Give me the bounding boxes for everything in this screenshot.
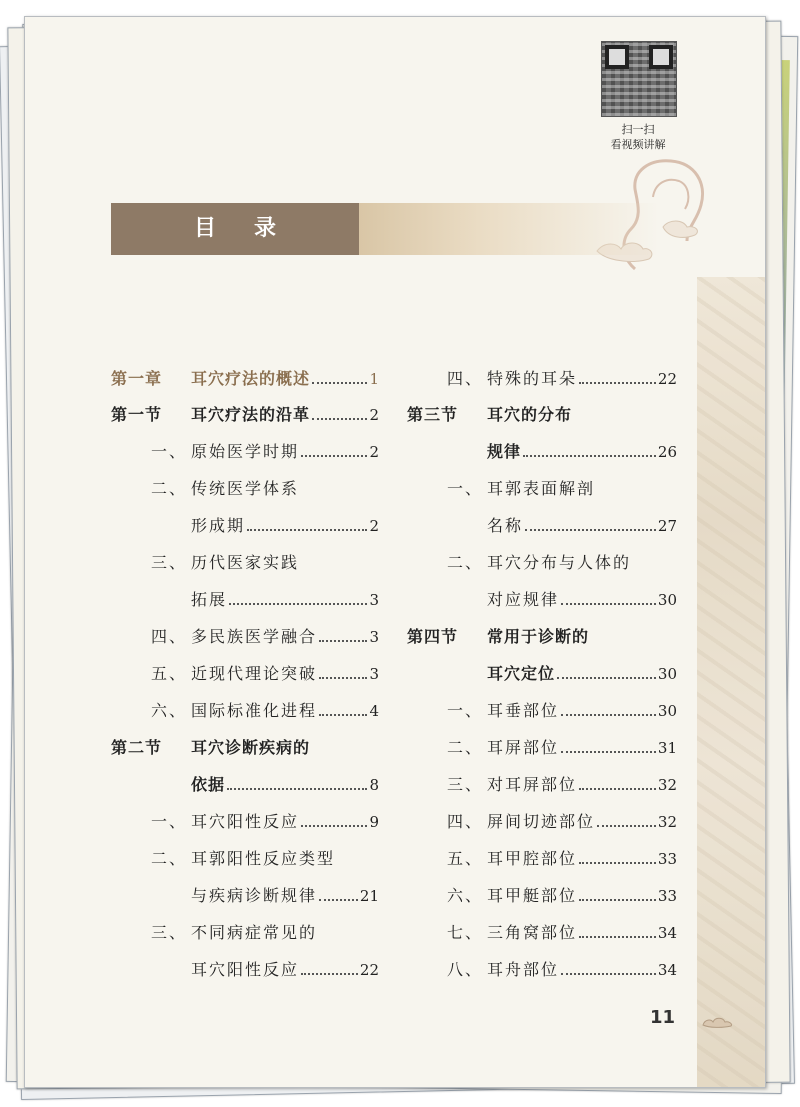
toc-page: 34	[657, 961, 677, 979]
toc-leader	[523, 455, 656, 457]
toc-title: 依据	[191, 775, 226, 794]
toc-page: 2	[369, 517, 379, 535]
toc-title[interactable]: 传统医学体系	[191, 479, 300, 498]
toc-title[interactable]: 常用于诊断的	[487, 627, 590, 646]
toc-item[interactable]	[487, 367, 677, 391]
toc-title: 三角窝部位	[487, 923, 578, 942]
toc-page: 3	[369, 591, 379, 609]
toc-title: 耳穴疗法的概述	[191, 369, 311, 388]
toc-item-number: 四、	[151, 627, 188, 646]
toc-item-number: 六、	[447, 886, 484, 905]
toc-item-number: 四、	[447, 369, 484, 388]
toc-leader	[319, 640, 367, 642]
toc-title: 屏间切迹部位	[487, 812, 596, 831]
toc-item-number: 一、	[151, 812, 188, 831]
toc-leader	[319, 714, 367, 716]
toc-title[interactable]: 耳穴诊断疾病的	[191, 738, 311, 757]
toc-page: 2	[369, 443, 379, 461]
toc-title: 耳舟部位	[487, 960, 560, 979]
toc-item-number: 一、	[447, 701, 484, 720]
toc-title: 耳穴阳性反应	[191, 960, 300, 979]
toc-page: 33	[657, 850, 677, 868]
toc-page: 1	[369, 370, 379, 388]
toc-leader	[319, 899, 358, 901]
toc-section[interactable]	[487, 440, 677, 464]
toc-page: 27	[657, 517, 677, 535]
toc-title: 名称	[487, 516, 524, 535]
toc-leader	[227, 788, 367, 790]
toc-page: 21	[359, 887, 379, 905]
toc-item[interactable]	[487, 514, 677, 538]
toc-item-number: 三、	[151, 923, 188, 942]
toc-title: 与疾病诊断规律	[191, 886, 318, 905]
toc-title: 对应规律	[487, 590, 560, 609]
qr-caption: 扫一扫	[621, 123, 655, 136]
toc-chapter[interactable]	[191, 367, 379, 391]
toc-leader	[579, 382, 656, 384]
toc-leader	[301, 455, 367, 457]
toc-item[interactable]	[487, 736, 677, 760]
toc-item[interactable]	[487, 588, 677, 612]
toc-item-number: 一、	[151, 442, 188, 461]
toc-page: 26	[657, 443, 677, 461]
toc-item-number: 八、	[447, 960, 484, 979]
toc-leader	[579, 862, 656, 864]
toc-page: 3	[369, 665, 379, 683]
toc-item[interactable]	[191, 958, 379, 982]
toc-title: 原始医学时期	[191, 442, 300, 461]
toc-item[interactable]	[191, 699, 379, 723]
toc-page: 2	[369, 406, 379, 424]
toc-item[interactable]	[487, 810, 677, 834]
toc-item[interactable]	[191, 514, 379, 538]
toc-title[interactable]: 耳郭阳性反应类型	[191, 849, 336, 868]
toc-item[interactable]	[191, 810, 379, 834]
toc-leader	[229, 603, 367, 605]
toc-title[interactable]: 耳郭表面解剖	[487, 479, 596, 498]
toc-page: 32	[657, 776, 677, 794]
toc-page: 8	[369, 776, 379, 794]
toc-title: 形成期	[191, 516, 246, 535]
toc-page: 30	[657, 665, 677, 683]
toc-title: 耳垂部位	[487, 701, 560, 720]
toc-leader	[561, 714, 656, 716]
toc-page: 30	[657, 702, 677, 720]
toc-title[interactable]: 不同病症常见的	[191, 923, 318, 942]
page-number: 11	[650, 1007, 676, 1028]
toc-page: 32	[657, 813, 677, 831]
toc-section-number: 第四节	[407, 627, 459, 646]
toc-item-number: 一、	[447, 479, 484, 498]
toc-page: 30	[657, 591, 677, 609]
toc-section-number: 第二节	[111, 738, 163, 757]
toc-item[interactable]	[191, 884, 379, 908]
toc-leader	[597, 825, 656, 827]
toc-chapter-number: 第一章	[111, 369, 163, 388]
toc-item-number: 五、	[447, 849, 484, 868]
toc-leader	[301, 973, 358, 975]
toc-item-number: 四、	[447, 812, 484, 831]
toc-page: 4	[369, 702, 379, 720]
toc-page: 22	[657, 370, 677, 388]
toc-leader	[319, 677, 367, 679]
toc-section[interactable]	[191, 403, 379, 427]
toc-leader	[247, 529, 367, 531]
toc-page: 9	[369, 813, 379, 831]
toc-item-number: 二、	[447, 738, 484, 757]
toc-title[interactable]: 耳穴的分布	[487, 405, 573, 424]
toc-section-number: 第三节	[407, 405, 459, 424]
toc-leader	[579, 788, 656, 790]
toc-item[interactable]	[191, 625, 379, 649]
toc-item-number: 三、	[447, 775, 484, 794]
toc-title: 耳穴定位	[487, 664, 556, 683]
toc-title: 耳穴疗法的沿革	[191, 405, 311, 424]
toc-page: 34	[657, 924, 677, 942]
toc-page: 33	[657, 887, 677, 905]
page-title: 目录	[193, 216, 314, 241]
toc-item[interactable]	[191, 588, 379, 612]
toc-item[interactable]	[487, 699, 677, 723]
toc-title: 多民族医学融合	[191, 627, 318, 646]
toc-title[interactable]: 历代医家实践	[191, 553, 300, 572]
toc-title: 特殊的耳朵	[487, 369, 578, 388]
toc-section[interactable]	[487, 662, 677, 686]
table-of-contents	[25, 17, 765, 1087]
toc-title: 拓展	[191, 590, 228, 609]
toc-title: 对耳屏部位	[487, 775, 578, 794]
toc-item-number: 二、	[151, 479, 188, 498]
toc-leader	[525, 529, 656, 531]
toc-title: 近现代理论突破	[191, 664, 318, 683]
toc-page: 22	[359, 961, 379, 979]
qr-caption: 看视频讲解	[610, 138, 666, 151]
toc-title: 国际标准化进程	[191, 701, 318, 720]
toc-title: 规律	[487, 442, 522, 461]
toc-title[interactable]: 耳穴分布与人体的	[487, 553, 632, 572]
toc-item-number: 七、	[447, 923, 484, 942]
toc-item[interactable]	[487, 921, 677, 945]
toc-leader	[312, 418, 367, 420]
cloud-icon	[701, 1013, 735, 1029]
toc-title: 耳甲艇部位	[487, 886, 578, 905]
toc-item[interactable]	[487, 847, 677, 871]
toc-title: 耳甲腔部位	[487, 849, 578, 868]
toc-item[interactable]	[487, 884, 677, 908]
toc-leader	[561, 751, 656, 753]
toc-page: 31	[657, 739, 677, 757]
toc-leader	[561, 973, 656, 975]
toc-item-number: 二、	[447, 553, 484, 572]
toc-item[interactable]	[487, 958, 677, 982]
toc-leader	[579, 899, 656, 901]
toc-leader	[301, 825, 367, 827]
toc-section[interactable]	[191, 773, 379, 797]
toc-page: 3	[369, 628, 379, 646]
toc-leader	[579, 936, 656, 938]
toc-item-number: 五、	[151, 664, 188, 683]
toc-leader	[557, 677, 656, 679]
toc-item-number: 六、	[151, 701, 188, 720]
toc-title: 耳穴阳性反应	[191, 812, 300, 831]
toc-item[interactable]	[191, 440, 379, 464]
toc-leader	[312, 382, 367, 384]
book-page	[24, 16, 766, 1088]
toc-leader	[561, 603, 656, 605]
toc-item-number: 二、	[151, 849, 188, 868]
toc-item[interactable]	[487, 773, 677, 797]
toc-item[interactable]	[191, 662, 379, 686]
toc-section-number: 第一节	[111, 405, 163, 424]
toc-item-number: 三、	[151, 553, 188, 572]
toc-title: 耳屏部位	[487, 738, 560, 757]
